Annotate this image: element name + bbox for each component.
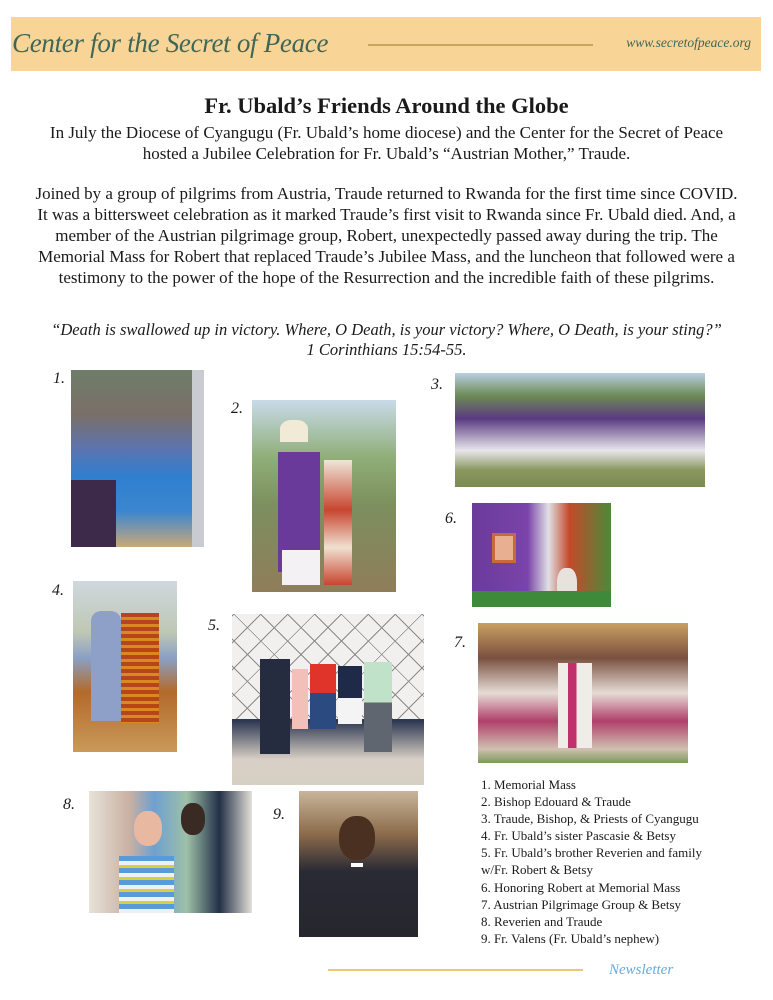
caption-item: 1. Memorial Mass xyxy=(481,777,576,792)
scripture-quote xyxy=(20,320,753,360)
photo-detail xyxy=(558,663,592,748)
photo-label-2: 2. xyxy=(231,400,243,417)
photo-priests-cyangugu xyxy=(455,373,705,487)
quote-citation: 1 Corinthians 15:54-55. xyxy=(306,340,467,359)
caption-item: w/Fr. Robert & Betsy xyxy=(481,862,593,878)
article-title: Fr. Ubald’s Friends Around the Globe xyxy=(204,93,569,118)
caption-item: 8. Reverien and Traude xyxy=(481,913,603,929)
photo-detail xyxy=(324,460,352,585)
photo-label-8: 8. xyxy=(63,796,75,813)
photo-detail xyxy=(282,550,320,585)
photo-detail xyxy=(134,811,162,846)
caption-item: 5. Fr. Ubald’s brother Reverien and family xyxy=(481,845,702,861)
photo-label-3: 3. xyxy=(431,376,443,393)
photo-austrian-pilgrimage xyxy=(478,623,688,763)
photo-detail xyxy=(121,613,159,723)
photo-memorial-mass xyxy=(71,370,204,547)
footer-newsletter-label: Newsletter xyxy=(609,962,674,978)
photo-reverien-family xyxy=(232,614,424,785)
photo-detail xyxy=(181,803,205,835)
photo-detail xyxy=(338,666,362,724)
header-band xyxy=(11,17,761,71)
photo-detail xyxy=(472,591,611,607)
website-url: www.secretofpeace.org xyxy=(626,35,751,50)
intro-paragraph: In July the Diocese of Cyangugu (Fr. Ubald’s home diocese) and the Center for the Secret of Peace hosted a Jubilee Celebration for Fr. Ubald’s “Austrian Mother,” Traude. xyxy=(49,123,724,163)
photo-detail xyxy=(351,863,363,867)
footer-divider xyxy=(328,969,583,971)
photo-label-7: 7. xyxy=(454,634,466,651)
caption-item: 4. Fr. Ubald’s sister Pascasie & Betsy xyxy=(481,828,676,844)
photo-detail xyxy=(119,856,174,913)
caption-item: 2. Bishop Edouard & Traude xyxy=(481,794,631,810)
photo-detail xyxy=(192,370,204,547)
caption-item: 3. Traude, Bishop, & Priests of Cyangugu xyxy=(481,811,699,827)
photo-reverien-traude xyxy=(89,791,252,913)
caption-item: 9. Fr. Valens (Fr. Ubald’s nephew) xyxy=(481,930,660,946)
photo-label-5: 5. xyxy=(208,617,220,634)
photo-detail xyxy=(492,533,516,563)
body-paragraph: Joined by a group of pilgrims from Austria, Traude returned to Rwanda for the first time since COVID. It was a bittersweet celebration as it marked Traude’s first visit to Rwanda since Fr. Ubald died. And, a member of the Austrian pilgrimage group, Robert, unexpectedly passed away during the trip. The Memorial Mass for Robert that replaced Traude’s Jubilee Mass, and the luncheon that followed were a testimony to the power of the hope of the Resurrection and the incredible faith of these pilgrims. xyxy=(35,184,738,287)
photo-label-6: 6. xyxy=(445,510,457,527)
photo-detail xyxy=(260,659,290,754)
photo-captions-list xyxy=(481,776,771,947)
header-divider xyxy=(368,44,593,46)
caption-item: 6. Honoring Robert at Memorial Mass xyxy=(481,879,681,895)
photo-detail xyxy=(339,816,375,860)
photo-detail xyxy=(71,480,116,547)
photo-detail xyxy=(310,664,336,729)
photo-honoring-robert xyxy=(472,503,611,607)
photo-detail xyxy=(364,662,392,752)
photo-detail xyxy=(280,420,308,442)
photo-sister-pascasie xyxy=(73,581,177,752)
photo-fr-valens xyxy=(299,791,418,937)
photo-bishop-traude xyxy=(252,400,396,592)
quote-text: “Death is swallowed up in victory. Where, O Death, is your victory? Where, O Death, is your sting?” xyxy=(51,320,722,339)
photo-label-9: 9. xyxy=(273,806,285,823)
photo-label-1: 1. xyxy=(53,370,65,387)
caption-item: 7. Austrian Pilgrimage Group & Betsy xyxy=(481,896,682,912)
brand-title: Center for the Secret of Peace xyxy=(12,28,329,58)
photo-label-4: 4. xyxy=(52,582,64,599)
photo-detail xyxy=(292,669,308,729)
photo-detail xyxy=(91,611,121,721)
